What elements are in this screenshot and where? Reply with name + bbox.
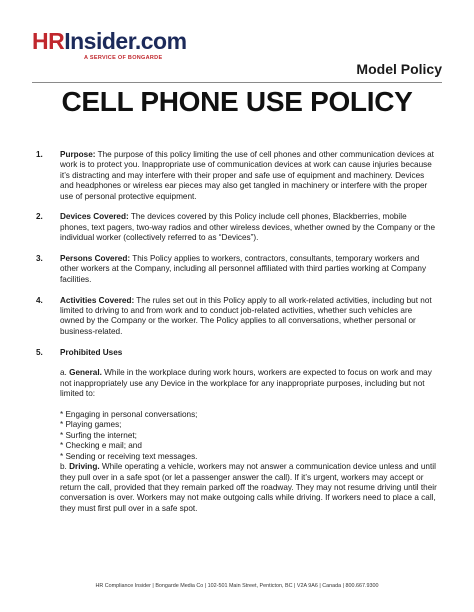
prohibited-list: [60, 410, 438, 462]
policy-item-purpose: [36, 150, 438, 202]
prohibited-uses-section: [36, 368, 438, 514]
item-number: 3.: [36, 254, 43, 264]
driving-paragraph: [60, 462, 438, 514]
policy-item-prohibited-uses: [36, 348, 438, 358]
policy-body: [36, 150, 438, 514]
page-footer: HR Compliance Insider | Bongarde Media Co | 102-501 Main Street, Penticton, BC | V2A 9A6 | Canada | 800.667.9300: [95, 583, 379, 589]
list-item: * Surfing the internet;: [60, 430, 137, 440]
item-number: 1.: [36, 150, 43, 159]
policy-item-activities-covered: [36, 296, 438, 338]
item-title: Prohibited Uses: [60, 347, 123, 357]
sub-title: General.: [69, 368, 102, 378]
logo-subtitle: A SERVICE OF BONGARDE: [84, 55, 163, 61]
policy-item-devices-covered: [36, 212, 438, 243]
sub-title: Driving.: [69, 462, 100, 472]
item-body: The rules set out in this Policy apply to all work-related activities, including but not limited to driving to and from work and to conduct job-related activities, whether such vehicles are owned by the Company or the worker. The Policy applies to all conversations, whether personal or business-related.: [60, 295, 432, 336]
list-item: * Engaging in personal conversations;: [60, 410, 198, 420]
sub-body: While operating a vehicle, workers may not answer a communication device unless and until they pull over in a safe spot (or let a passenger answer the call). If it’s urgent, workers may accept or return the call, provided that they remain parked off the roadway. They may not resume driving until their conversation is over. Workers may not make outgoing calls while driving. If workers need to place a call, they must first pull over in a safe spot.: [60, 462, 437, 513]
item-number: 5.: [36, 347, 43, 357]
item-title: Purpose:: [60, 150, 96, 159]
list-item: * Playing games;: [60, 420, 122, 430]
list-item: * Sending or receiving text messages.: [60, 451, 198, 461]
sub-label: b.: [60, 462, 70, 472]
policy-item-persons-covered: [36, 254, 438, 285]
list-item: * Checking e mail; and: [60, 441, 142, 451]
document-category: Model Policy: [356, 61, 442, 77]
item-body: The purpose of this policy limiting the use of cell phones and other communication devices at work is to protect you. Inappropriate use of communication devices at work can cause injuries because it’s distracting and may interfere with their proper and safe use of equipment and machinery. Devices and headphones or wireless ear pieces may also get tangled in machinery or interfere with the proper use of personal protective equipment.: [60, 150, 434, 201]
general-paragraph: [60, 368, 438, 399]
logo-insider-text: Insider.com: [64, 28, 187, 54]
item-title: Persons Covered:: [60, 254, 131, 264]
logo-hr-text: HR: [32, 28, 65, 54]
item-title: Activities Covered:: [60, 295, 135, 305]
item-number: 4.: [36, 295, 43, 305]
hrinsider-logo: [32, 30, 187, 53]
item-body: The devices covered by this Policy include cell phones, Blackberries, mobile phones, text pagers, two-way radios and other wireless devices, whether owned by the Company or the individual worker (collectively referred to as “Devices”).: [60, 212, 436, 243]
page-header: [32, 28, 442, 77]
sub-label: a.: [60, 368, 70, 378]
sub-body: While in the workplace during work hours, workers are expected to focus on work and may not inappropriately use any Device in the workplace for any inappropriate purposes, including but not limited to:: [60, 368, 432, 399]
item-number: 2.: [36, 212, 43, 222]
header-divider: [32, 82, 442, 83]
item-title: Devices Covered:: [60, 212, 129, 222]
page-title: CELL PHONE USE POLICY: [61, 86, 413, 117]
item-body: This Policy applies to workers, contractors, consultants, temporary workers and other workers at the Company, including all personnel affiliated with third parties working at Company facilities.: [60, 254, 427, 284]
